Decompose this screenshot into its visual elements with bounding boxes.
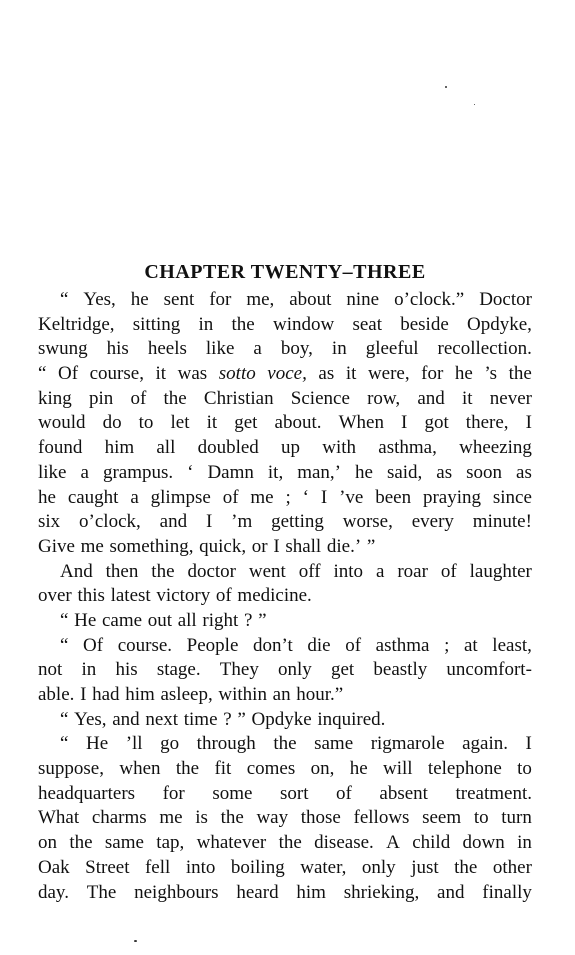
text-line: king pin of the Christian Science row, and it never bbox=[38, 387, 532, 409]
text-line: “ Of course. People don’t die of asthma ; at least, bbox=[60, 634, 532, 656]
text-line: “ Of course, it was sotto voce, as it were, for he ’s the bbox=[38, 363, 532, 385]
text-line: Oak Street fell into boiling water, only just the other bbox=[38, 856, 532, 878]
text-line: suppose, when the fit comes on, he will telephone to bbox=[38, 758, 532, 780]
text-line: What charms me is the way those fellows seem to turn bbox=[38, 807, 532, 829]
text-line: six o’clock, and I ’m getting worse, every minute! bbox=[38, 511, 532, 533]
text-line: over this latest victory of medicine. bbox=[38, 585, 312, 607]
page-speck bbox=[474, 104, 475, 105]
text-line: And then the doctor went off into a roar of laughter bbox=[60, 560, 532, 582]
text-line: Keltridge, sitting in the window seat beside Opdyke, bbox=[38, 313, 532, 335]
text-line: “ Yes, he sent for me, about nine o’clock.” Doctor bbox=[60, 289, 532, 310]
text-line: “ He ’ll go through the same rigmarole again. I bbox=[60, 733, 532, 755]
chapter-title: CHAPTER TWENTY–THREE bbox=[144, 261, 426, 283]
text-line: swung his heels like a boy, in gleeful recollection. bbox=[38, 338, 532, 360]
text-line: “ Yes, and next time ? ” Opdyke inquired. bbox=[60, 708, 386, 730]
body-text bbox=[38, 288, 532, 905]
text-line: “ He came out all right ? ” bbox=[60, 609, 267, 631]
text-line: he caught a glimpse of me ; ‘ I ’ve been praying since bbox=[38, 486, 532, 508]
text-line: on the same tap, whatever the disease. A child down in bbox=[38, 832, 532, 854]
page-speck bbox=[445, 86, 447, 88]
text-line: would do to let it get about. When I got there, I bbox=[38, 412, 532, 434]
text-line: like a grampus. ‘ Damn it, man,’ he said, as soon as bbox=[38, 461, 532, 483]
text-line: Give me something, quick, or I shall die.’ ” bbox=[38, 535, 376, 557]
text-line: found him all doubled up with asthma, wheezing bbox=[38, 437, 532, 459]
text-line: not in his stage. They only get beastly uncomfort- bbox=[38, 659, 532, 681]
text-line: day. The neighbours heard him shrieking, and finally bbox=[38, 881, 532, 903]
page-speck bbox=[134, 940, 137, 942]
text-line: headquarters for some sort of absent treatment. bbox=[38, 782, 532, 804]
text-line: able. I had him asleep, within an hour.” bbox=[38, 684, 344, 705]
